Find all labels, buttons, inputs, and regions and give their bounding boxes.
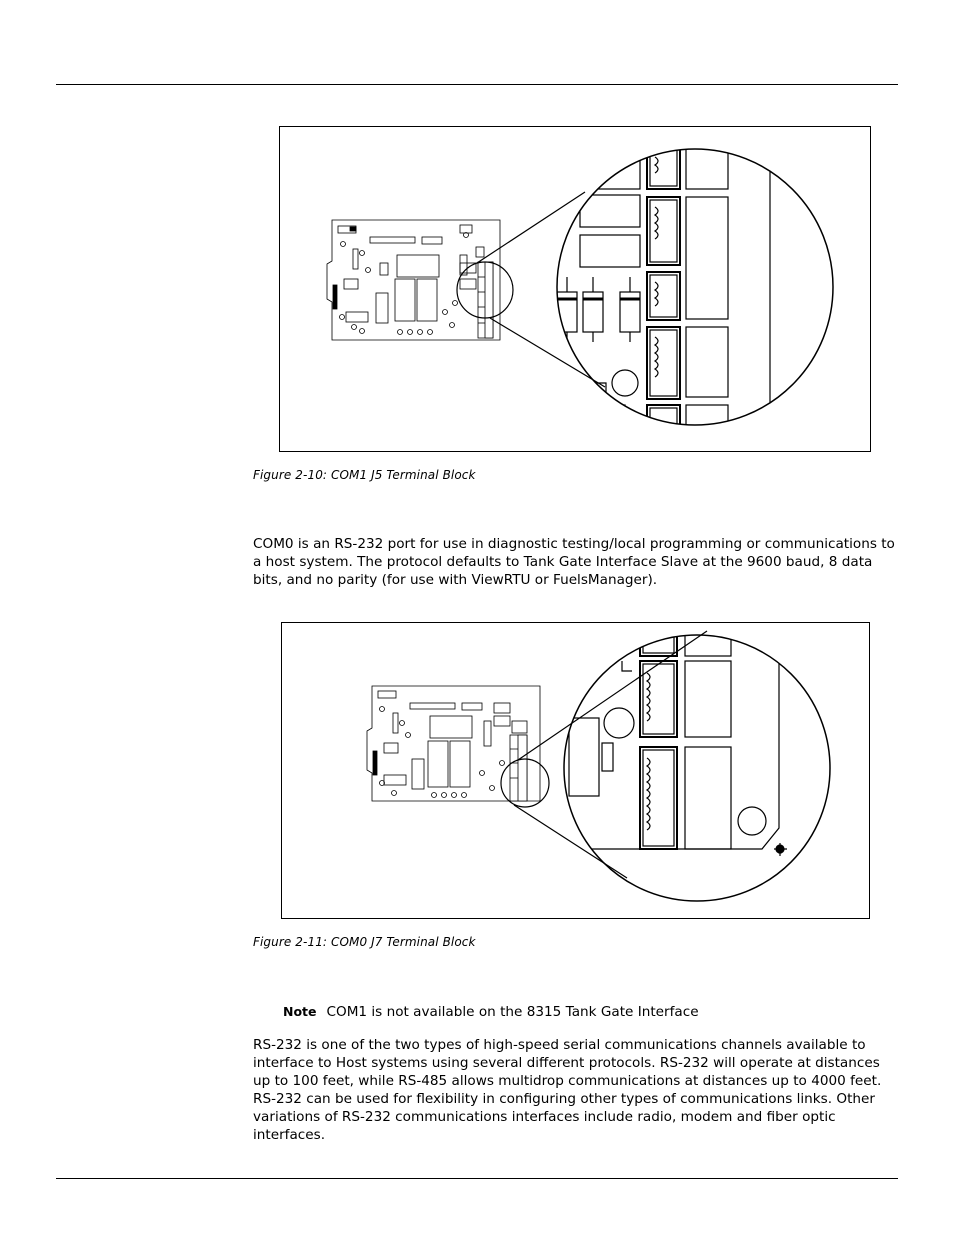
figure-caption: Figure 2-10: COM1 J5 Terminal Block xyxy=(253,468,476,482)
circuit-board-small xyxy=(327,220,500,340)
figure-caption: Figure 2-11: COM0 J7 Terminal Block xyxy=(253,935,476,949)
circuit-board-small xyxy=(367,686,540,801)
magnified-view xyxy=(569,628,787,856)
com1-board-illustration xyxy=(280,127,872,453)
header-rule xyxy=(56,84,898,85)
footer-rule xyxy=(56,1178,898,1179)
figure-com1-j5 xyxy=(279,126,871,452)
figure-com0-j7 xyxy=(281,622,870,919)
note xyxy=(283,1004,699,1020)
magnified-view xyxy=(552,145,770,445)
com0-board-illustration xyxy=(282,623,871,920)
note-label: Note xyxy=(283,1004,317,1019)
note-text: COM1 is not available on the 8315 Tank Gate Interface xyxy=(326,1004,699,1020)
paragraph-rs232: RS-232 is one of the two types of high-speed serial communications channels available to interface to Host systems using several different protocols. RS-232 will operate at distances up to 100 feet, while RS-485 allows multidrop communications at distances up to 4000 feet. RS-232 can be used for flexibility in configuring other types of communications links. Other variations of RS-232 communications interfaces include radio, modem and fiber optic interfaces. xyxy=(253,1037,882,1143)
paragraph-com0: COM0 is an RS-232 port for use in diagnostic testing/local programming or communications to a host system. The protocol defaults to Tank Gate Interface Slave at the 9600 baud, 8 data bits, and no parity (for use with ViewRTU or FuelsManager). xyxy=(253,536,895,588)
